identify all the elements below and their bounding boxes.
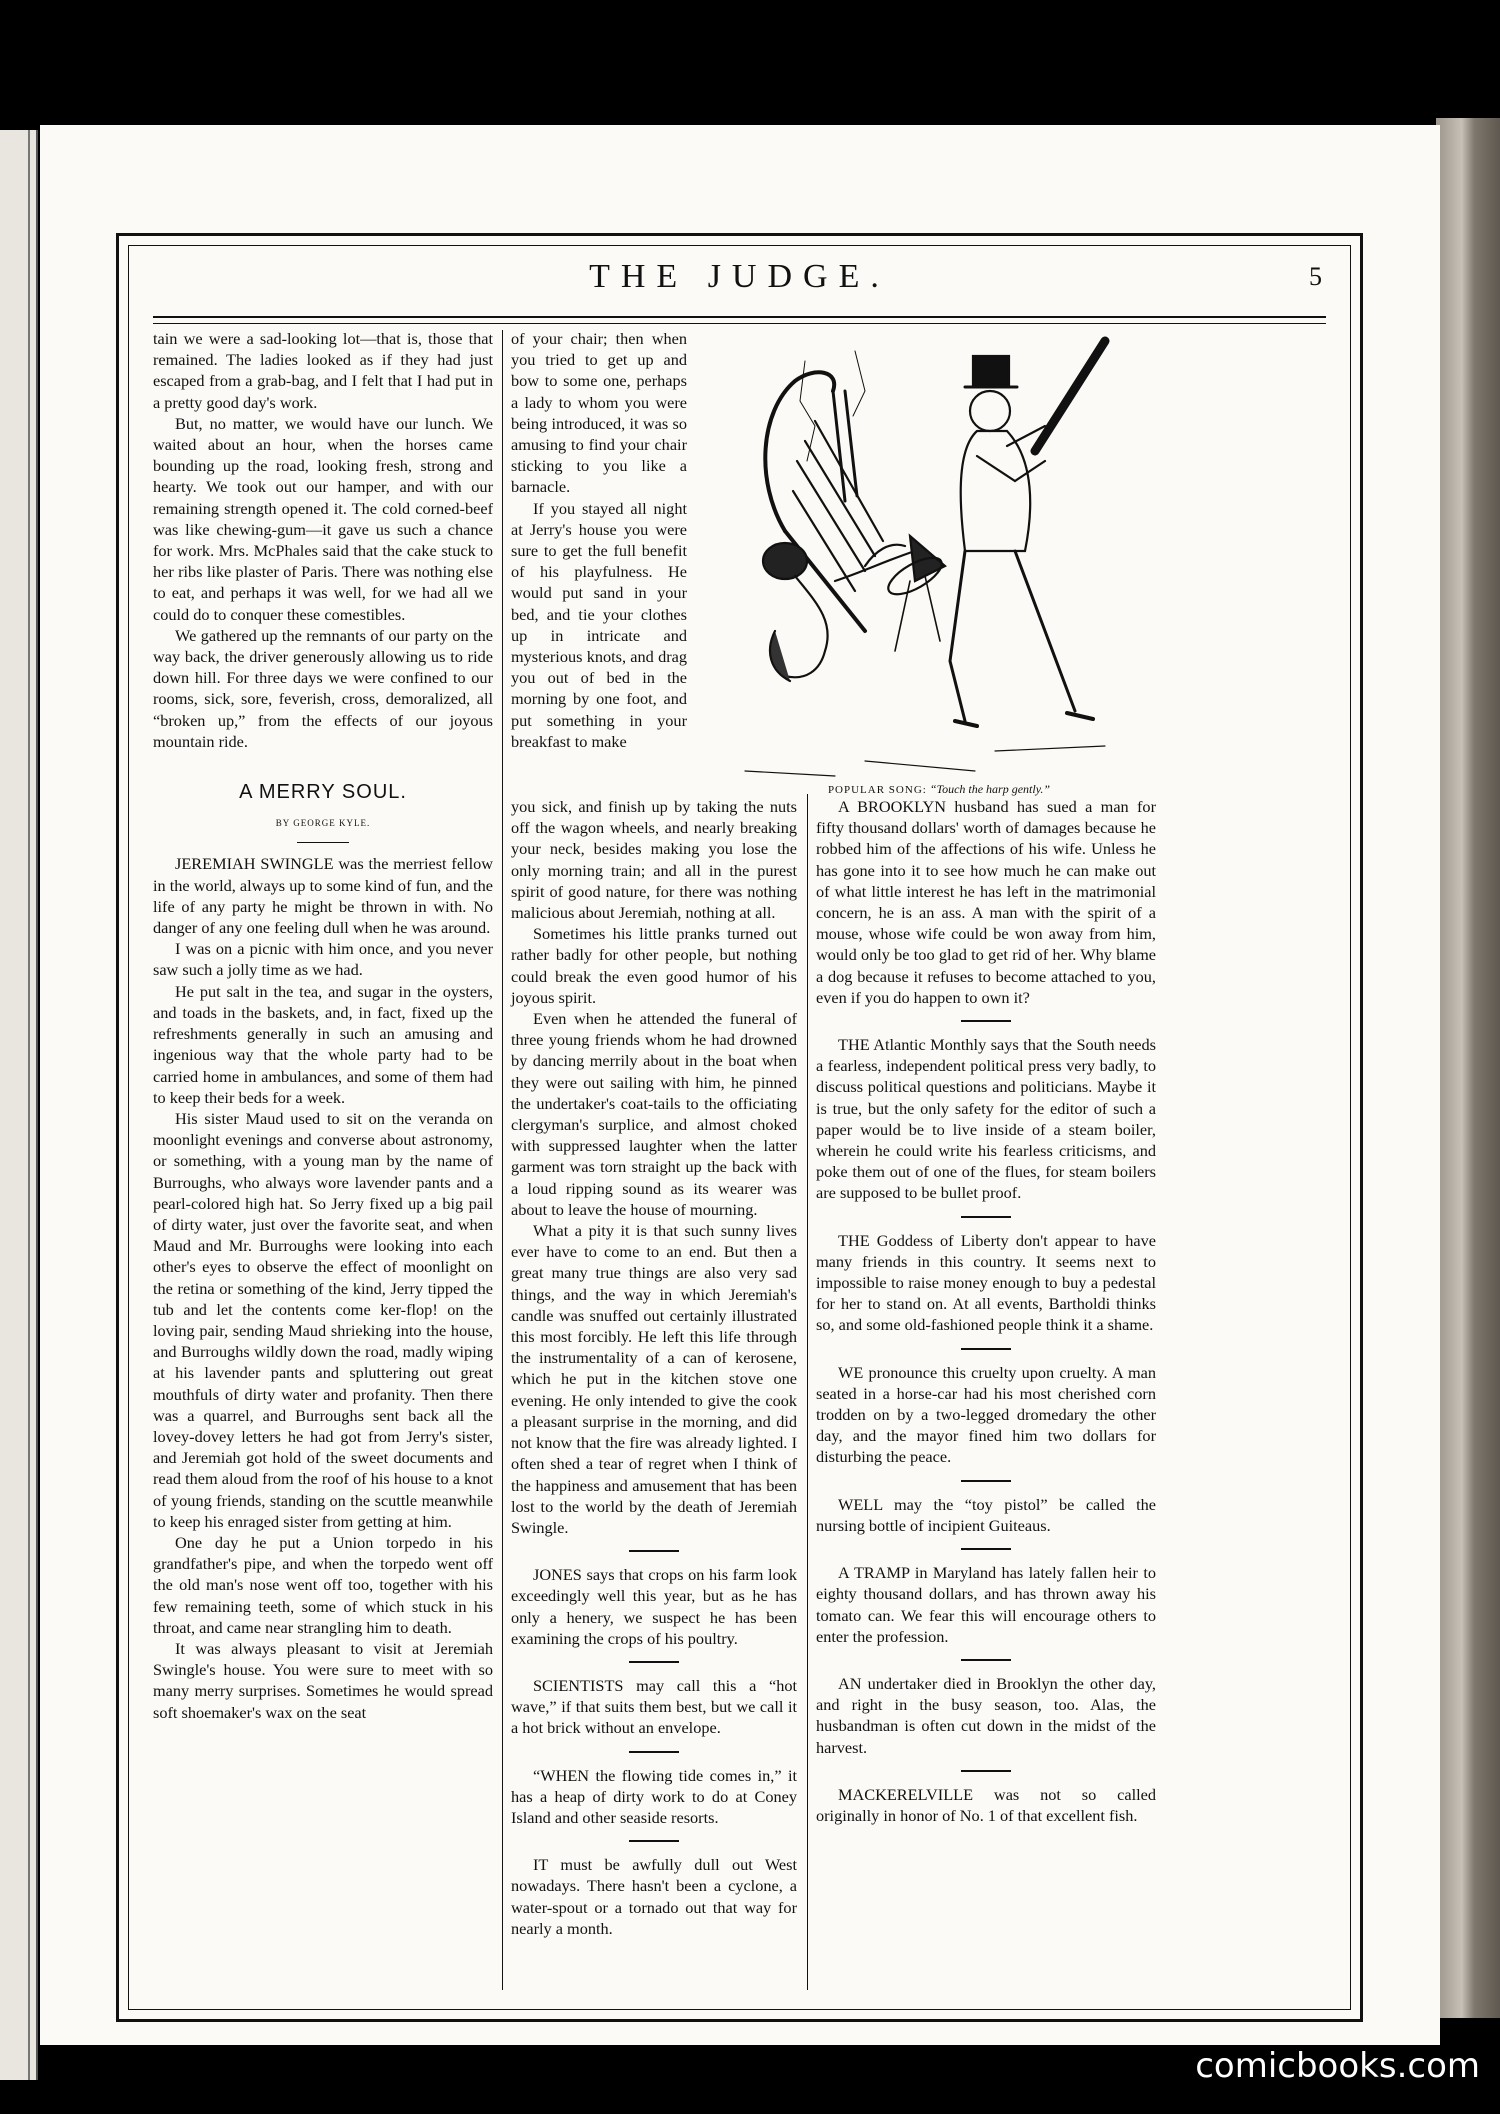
paragraph: I was on a picnic with him once, and you never saw such a jolly time as we had. <box>153 939 493 980</box>
paragraph: What a pity it is that such sunny lives ever have to come to an end. But then a great many true things are also very sad things, and the way in which Jeremiah's candle was snuffed out certainly illustrated this most forcibly. He left this life through the instrumentality of a can of kerosene, which he put in the kitchen stove one evening. He only intended to give the cook a pleasant surprise in the morning, and did not know that the fire was already lighted. I often shed a tear of regret when I think of the happiness and amusement that has been lost to the world by the death of Jeremiah Swingle. <box>511 1221 797 1537</box>
paragraph: THE Goddess of Liberty don't appear to have many friends in this country. It seems next to impossible to raise money enough to buy a pedestal for her to stand on. At all events, Bartholdi thinks so, and some old-fashioned people think it a shame. <box>816 1230 1156 1335</box>
item-separator <box>961 1659 1011 1661</box>
paragraph: IT must be awfully dull out West nowadays. There hasn't been a cyclone, a water-spout or a tornado out that way for nearly a month. <box>511 1855 797 1938</box>
column-2-bottom <box>511 796 797 1939</box>
caption-text: “Touch the harp gently.” <box>929 782 1051 796</box>
header-rule <box>153 316 1326 324</box>
paragraph: tain we were a sad-looking lot—that is, those that remained. The ladies looked as if they had just escaped from a grab-bag, and I felt that I had put in a pretty good day's work. <box>153 329 493 412</box>
illustration-caption <box>759 782 1119 797</box>
title-rule <box>297 842 349 843</box>
paragraph: MACKERELVILLE was not so called originally in honor of No. 1 of that excellent fish. <box>816 1784 1156 1825</box>
column-rule-1 <box>502 330 503 1990</box>
column-2-top <box>511 328 687 752</box>
paragraph: Sometimes his little pranks turned out rather badly for other people, but nothing could break the even good humor of his joyous spirit. <box>511 924 797 1007</box>
paragraph: of your chair; then when you tried to get up and bow to some one, perhaps a lady to whom you were being introduced, it was so amusing to find your chair sticking to you like a barnacle. <box>511 329 687 497</box>
paragraph: AN undertaker died in Brooklyn the other day, and right in the busy season, too. Alas, the husbandman is often cut down in the midst of the harvest. <box>816 1673 1156 1757</box>
paragraph: WE pronounce this cruelty upon cruelty. A man seated in a horse-car had his most cherished corn trodden on by a two-legged dromedary the other day, and the mayor fined him two dollars for disturbing the peace. <box>816 1362 1156 1467</box>
column-rule-2 <box>807 794 808 1990</box>
item-separator <box>961 1216 1011 1218</box>
magazine-page <box>40 125 1440 2045</box>
paragraph: A TRAMP in Maryland has lately fallen heir to eighty thousand dollars, and has thrown away his tomato can. We fear this will encourage others to enter the profession. <box>816 1563 1156 1646</box>
paragraph: “WHEN the flowing tide comes in,” it has a heap of dirty work to do at Coney Island and other seaside resorts. <box>511 1765 797 1827</box>
item-separator <box>961 1348 1011 1350</box>
page-inner-frame <box>128 245 1351 2010</box>
paragraph: If you stayed all night at Jerry's house you were sure to get the full benefit of his playfulness. He would put sand in your bed, and tie your clothes up in intricate and mysterious knots, and drag you out of bed in the morning by one foot, and put something in your breakfast to make <box>511 498 687 751</box>
adjacent-page-edge <box>0 130 38 2080</box>
column-1 <box>153 328 493 1723</box>
paragraph: It was always pleasant to visit at Jeremiah Swingle's house. You were sure to meet with so many merry surprises. Sometimes he would spread soft shoemaker's wax on the seat <box>153 1638 493 1722</box>
cartoon-illustration <box>715 331 1117 786</box>
paragraph: you sick, and finish up by taking the nuts off the wagon wheels, and nearly breaking your neck, besides making you lose the only morning train; and all in the purest spirit of good nature, for there was nothing malicious about Jeremiah, nothing at all. <box>511 797 797 923</box>
item-separator <box>961 1480 1011 1482</box>
item-separator <box>629 1550 679 1552</box>
book-edge <box>1436 118 1500 2018</box>
paragraph: His sister Maud used to sit on the veranda on moonlight evenings and converse about astronomy, or something, with a young man by the name of Burroughs, who always wore lavender pants and a pearl-colored high hat. So Jerry fixed up a big pail of dirty water, just over the favorite seat, and when Maud and Mr. Burroughs were looking into each other's eyes to observe the effect of moonlight on the retina or something of the kind, Jerry tipped the tub and let the contents come ker-flop! on the loving pair, sending Maud shrieking into the house, and Burroughs wildly down the road, madly wiping at his lavender pants and spluttering out great mouthfuls of dirty water and profanity. Then there was a quarrel, and Burroughs sent back all the lovey-dovey letters he had got from Jerry's sister, and Jeremiah got hold of the sweet documents and read them aloud from the roof of his house to a knot of young friends, standing on the scuttle meanwhile to keep his enraged sister from getting at him. <box>153 1108 493 1531</box>
paragraph: JEREMIAH SWINGLE was the merriest fellow in the world, always up to some kind of fun, and the life of any party he might be thrown in with. No danger of any one feeling dull when he was around. <box>153 854 493 938</box>
article-byline: BY GEORGE KYLE. <box>275 818 371 829</box>
page-frame <box>116 233 1363 2022</box>
item-separator <box>629 1840 679 1842</box>
paragraph: One day he put a Union torpedo in his grandfather's pipe, and when the torpedo went off the old man's nose went off too, together with his few remaining teeth, some of which stuck in his throat, and came near strangling him to death. <box>153 1532 493 1637</box>
item-separator <box>629 1751 679 1753</box>
paragraph: THE Atlantic Monthly says that the South needs a fearless, independent political press very badly, to discuss political questions and politicians. Maybe it is true, but the only safety for the editor of such a paper would be to live inside of a steam boiler, wherein he could write his fearless criticisms, and poke them out of one of the flues, for steam boilers are supposed to be bullet proof. <box>816 1035 1156 1203</box>
paragraph: Even when he attended the funeral of three young friends whom he had drowned by dancing merrily about in the boat when they were out sailing with him, he pinned the undertaker's coat-tails to the officiating clergyman's surplice, and almost choked with suppressed laughter when the latter garment was torn straight up the back with a loud ripping sound as its wearer was about to leave the house of mourning. <box>511 1009 797 1219</box>
masthead: THE JUDGE. <box>589 258 890 295</box>
paragraph: SCIENTISTS may call this a “hot wave,” if that suits them best, but we call it a hot brick without an envelope. <box>511 1675 797 1738</box>
scan-background <box>0 0 1500 120</box>
paragraph: A BROOKLYN husband has sued a man for fifty thousand dollars' worth of damages because he robbed him of the affections of his wife. Unless he has gone into it to see how much he can make out of what little interest he has left in the matrimonial concern, he is an ass. A man with the spirit of a mouse, whose wife could be won away from him, would only be too glad to get rid of her. Why blame a dog because it refuses to become attached to you, even if you do happen to own it? <box>816 797 1156 1007</box>
item-separator <box>629 1661 679 1663</box>
paragraph: But, no matter, we would have our lunch. We waited about an hour, when the horses came bounding up the road, looking fresh, strong and hearty. We took out our hamper, and with our remaining strength opened it. The cold corned-beef was like chewing-gum—it gave us such a chance for work. Mrs. McPhales said that the cake stuck to her ribs like plaster of Paris. There was nothing else to eat, and perhaps it was well, for we had all we could do to conquer these comestibles. <box>153 413 493 624</box>
article-title: A MERRY SOUL. <box>239 781 407 804</box>
caption-label: POPULAR SONG: <box>827 784 927 796</box>
paragraph: JONES says that crops on his farm look exceedingly well this year, but as he has only a henery, we suspect he has been examining the crops of his poultry. <box>511 1565 797 1648</box>
site-watermark: comicbooks.com <box>1195 2046 1480 2086</box>
item-separator <box>961 1770 1011 1772</box>
column-3 <box>816 796 1156 1826</box>
page-number: 5 <box>1309 262 1322 291</box>
paragraph: We gathered up the remnants of our party on the way back, the driver generously allowing us to ride down hill. For three days we were confined to our rooms, sick, sore, feverish, cross, demoralized, all “broken up,” from the effects of our joyous mountain ride. <box>153 625 493 751</box>
item-separator <box>961 1548 1011 1550</box>
paragraph: WELL may the “toy pistol” be called the nursing bottle of incipient Guiteaus. <box>816 1494 1156 1535</box>
item-separator <box>961 1020 1011 1022</box>
paragraph: He put salt in the tea, and sugar in the oysters, and toads in the baskets, and, in fact, fixed up the refreshments generally in such an amusing and ingenious way that the whole party had to be carried home in ambulances, and some of them had to keep their beds for a week. <box>153 981 493 1107</box>
